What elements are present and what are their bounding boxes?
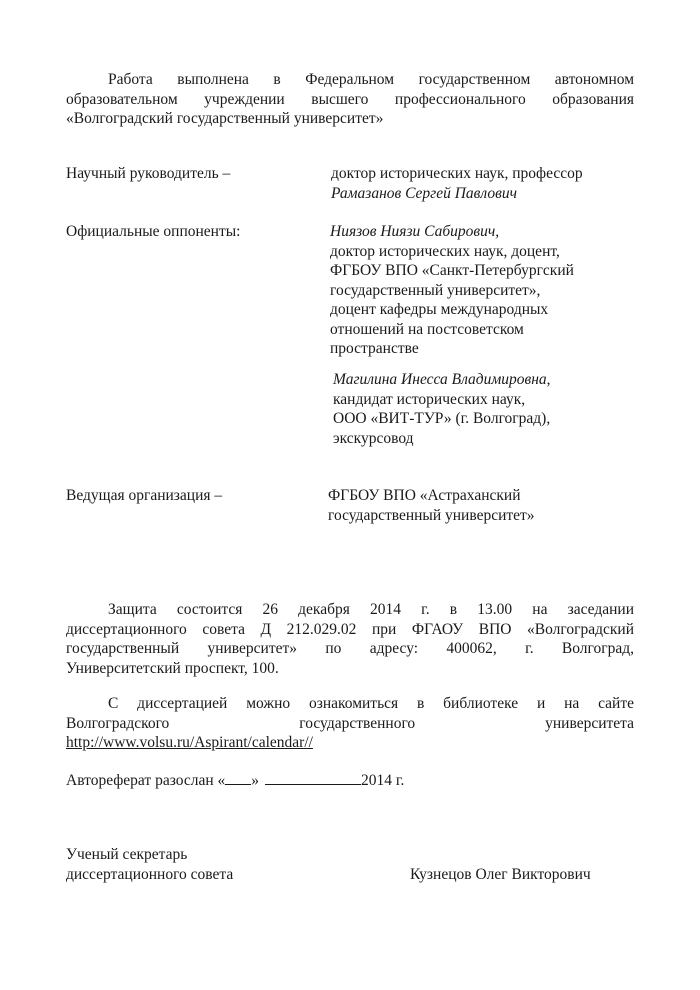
opponent-2-name-comma: , bbox=[546, 371, 551, 388]
opponent-2 bbox=[333, 370, 551, 448]
library-line-1: С диссертацией можно ознакомиться в библиотеке и на сайте bbox=[108, 695, 634, 712]
library-line-2: Волгоградского государственного университета bbox=[66, 714, 634, 732]
secretary-name: Кузнецов Олег Викторович bbox=[410, 865, 591, 883]
supervisor-label: Научный руководитель – bbox=[66, 165, 231, 182]
supervisor-degree: доктор исторических наук, профессор bbox=[331, 165, 583, 182]
opponent-1-line: доктор исторических наук, доцент, bbox=[330, 242, 560, 260]
autoref-line bbox=[66, 770, 404, 791]
opponent-2-name: Магилина Инесса Владимировна bbox=[333, 371, 547, 388]
defense-line-1: Защита состоится 26 декабря 2014 г. в 13.00 на заседании bbox=[108, 601, 634, 618]
leading-org-label: Ведущая организация – bbox=[66, 487, 223, 504]
leading-org-line-1: ФГБОУ ВПО «Астраханский bbox=[328, 487, 521, 504]
secretary-title-line-2: диссертационного совета bbox=[66, 865, 234, 883]
secretary-block bbox=[66, 845, 233, 884]
autoref-prefix: Автореферат разослан « bbox=[66, 772, 226, 789]
defense-line-4: Университетский проспект, 100. bbox=[66, 659, 279, 677]
opponent-1-line: ФГБОУ ВПО «Санкт-Петербургский bbox=[330, 262, 574, 279]
library-url-link[interactable]: http://www.volsu.ru/Aspirant/calendar// bbox=[66, 734, 313, 751]
opponent-1-line: отношений на постсоветском bbox=[330, 320, 524, 338]
library-paragraph bbox=[66, 694, 634, 753]
intro-line-1: Работа выполнена в Федеральном государственном автономном bbox=[108, 71, 634, 88]
autoref-day-blank bbox=[225, 770, 251, 785]
opponent-1 bbox=[330, 222, 574, 359]
opponent-1-line: пространстве bbox=[330, 340, 419, 357]
leading-org-line-2: государственный университет» bbox=[328, 506, 535, 524]
opponent-2-line: экскурсовод bbox=[333, 429, 414, 447]
supervisor-info bbox=[331, 164, 583, 203]
opponent-2-line: ООО «ВИТ-ТУР» (г. Волгоград), bbox=[333, 410, 551, 427]
defense-line-2: диссертационного совета Д 212.029.02 при ФГАОУ ВПО «Волгоградский bbox=[66, 620, 634, 638]
autoref-suffix: 2014 г. bbox=[361, 772, 405, 789]
opponent-1-line: государственный университет», bbox=[330, 281, 541, 299]
intro-paragraph bbox=[66, 70, 634, 129]
opponent-1-line: доцент кафедры международных bbox=[330, 301, 549, 318]
opponent-1-name: Ниязов Ниязи Сабирович, bbox=[330, 223, 500, 240]
opponents-label: Официальные оппоненты: bbox=[66, 223, 241, 240]
intro-line-3: «Волгоградский государственный университет» bbox=[66, 110, 384, 127]
defense-paragraph bbox=[66, 600, 634, 678]
opponent-2-line: кандидат исторических наук, bbox=[333, 390, 526, 408]
leading-org-info bbox=[328, 486, 535, 525]
supervisor-name: Рамазанов Сергей Павлович bbox=[331, 184, 517, 202]
autoref-mid: » bbox=[251, 772, 260, 789]
opponent-2-name-line bbox=[333, 370, 551, 390]
defense-line-3: государственный университет» по адресу: 400062, г. Волгоград, bbox=[66, 640, 634, 657]
autoref-month-blank bbox=[265, 770, 361, 785]
intro-line-2: образовательном учреждении высшего профессионального образования bbox=[66, 90, 634, 108]
secretary-title-line-1: Ученый секретарь bbox=[66, 846, 188, 863]
